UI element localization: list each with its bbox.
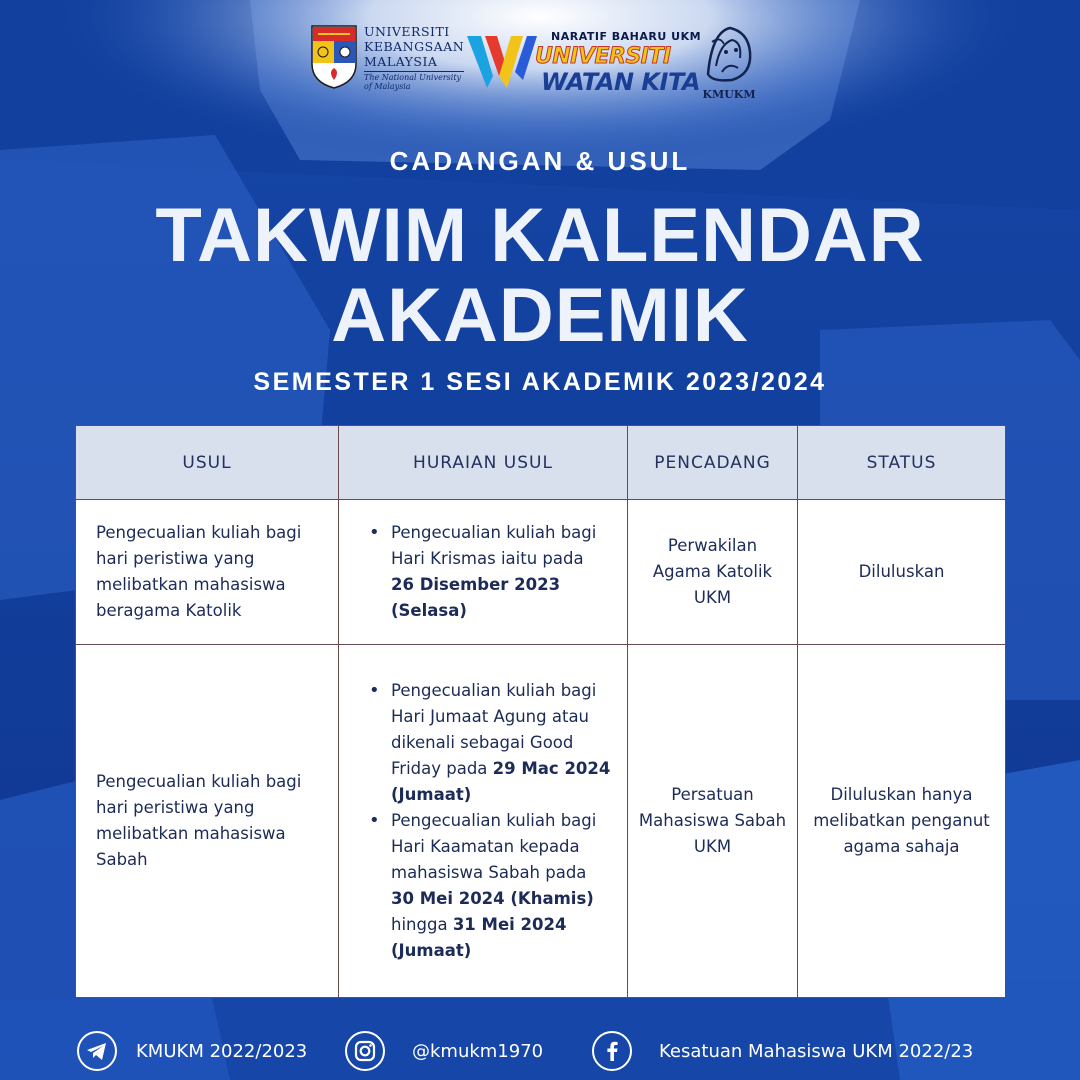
huraian-date: 30 Mei 2024 (Khamis) bbox=[391, 889, 594, 908]
huraian-list bbox=[359, 678, 611, 964]
huraian-text: Pengecualian kuliah bagi Hari Jumaat Agung atau dikenali sebagai Good Friday pada bbox=[391, 681, 597, 778]
huraian-text: hingga bbox=[391, 915, 453, 934]
huraian-date: 29 Mac 2024 (Jumaat) bbox=[391, 759, 611, 804]
ukm-line-2: KEBANGSAAN bbox=[364, 39, 465, 54]
ukm-logo bbox=[308, 22, 468, 98]
ukm-wordmark bbox=[364, 24, 464, 91]
title-line-2: AKADEMIK bbox=[331, 273, 749, 358]
list-item bbox=[391, 678, 611, 808]
cell-status: Diluluskan hanya melibatkan penganut agama sahaja bbox=[798, 645, 1006, 998]
huraian-date: 26 Disember 2023 (Selasa) bbox=[391, 575, 561, 620]
proposal-table bbox=[75, 425, 1006, 998]
page-title bbox=[0, 193, 1080, 358]
huraian-text: Pengecualian kuliah bagi Hari Kaamatan kepada mahasiswa Sabah pada bbox=[391, 811, 597, 882]
header-usul: USUL bbox=[76, 426, 339, 500]
title-line-1: TAKWIM KALENDAR bbox=[155, 193, 925, 278]
telegram-glyph bbox=[79, 1033, 115, 1069]
campaign-line-2: WATAN KITA bbox=[541, 68, 701, 96]
ukm-sub bbox=[364, 71, 464, 91]
kmukm-logo bbox=[698, 22, 760, 102]
huraian-list bbox=[359, 520, 611, 624]
header-huraian: HURAIAN USUL bbox=[339, 426, 628, 500]
facebook-page[interactable]: Kesatuan Mahasiswa UKM 2022/23 bbox=[659, 1041, 974, 1062]
cell-pencadang: Persatuan Mahasiswa Sabah UKM bbox=[628, 645, 798, 998]
cell-status: Diluluskan bbox=[798, 500, 1006, 645]
ukm-sub-1: The National University bbox=[364, 73, 462, 82]
ukm-line-3: MALAYSIA bbox=[364, 54, 438, 69]
cell-pencadang: Perwakilan Agama Katolik UKM bbox=[628, 500, 798, 645]
universiti-watan-kita-logo bbox=[467, 28, 702, 98]
semester-subtitle: SEMESTER 1 SESI AKADEMIK 2023/2024 bbox=[253, 368, 827, 396]
huraian-date: 31 Mei 2024 (Jumaat) bbox=[391, 915, 567, 960]
list-item bbox=[391, 520, 611, 624]
campaign-tagline: NARATIF BAHARU UKM bbox=[551, 30, 702, 43]
instagram-icon[interactable] bbox=[345, 1031, 385, 1071]
facebook-icon[interactable] bbox=[592, 1031, 632, 1071]
table-header-row bbox=[76, 426, 1006, 500]
cell-huraian bbox=[339, 645, 628, 998]
kicker: CADANGAN & USUL bbox=[389, 146, 691, 176]
calligraphy-icon bbox=[702, 22, 756, 86]
ukm-sub-2: of Malaysia bbox=[364, 82, 411, 91]
footer-socials bbox=[0, 1030, 1080, 1076]
ukm-line-1: UNIVERSITI bbox=[364, 24, 450, 39]
table-row bbox=[76, 645, 1006, 998]
campaign-line-1: UNIVERSITI bbox=[535, 44, 671, 69]
ukm-crest-icon bbox=[310, 24, 358, 90]
instagram-handle[interactable]: @kmukm1970 bbox=[412, 1041, 544, 1062]
header-pencadang: PENCADANG bbox=[628, 426, 798, 500]
logo-bar bbox=[0, 22, 1080, 102]
telegram-handle[interactable]: KMUKM 2022/2023 bbox=[136, 1041, 308, 1062]
list-item bbox=[391, 808, 611, 964]
telegram-icon[interactable] bbox=[77, 1031, 117, 1071]
huraian-text: Pengecualian kuliah bagi Hari Krismas iaitu pada bbox=[391, 523, 597, 568]
instagram-glyph bbox=[347, 1033, 383, 1069]
table-row bbox=[76, 500, 1006, 645]
facebook-glyph bbox=[594, 1033, 630, 1069]
w-mark-icon bbox=[467, 32, 537, 92]
cell-usul: Pengecualian kuliah bagi hari peristiwa yang melibatkan mahasiswa Sabah bbox=[76, 645, 339, 998]
cell-huraian bbox=[339, 500, 628, 645]
cell-usul: Pengecualian kuliah bagi hari peristiwa yang melibatkan mahasiswa beragama Katolik bbox=[76, 500, 339, 645]
kmukm-label: KMUKM bbox=[702, 88, 756, 101]
header-status: STATUS bbox=[798, 426, 1006, 500]
